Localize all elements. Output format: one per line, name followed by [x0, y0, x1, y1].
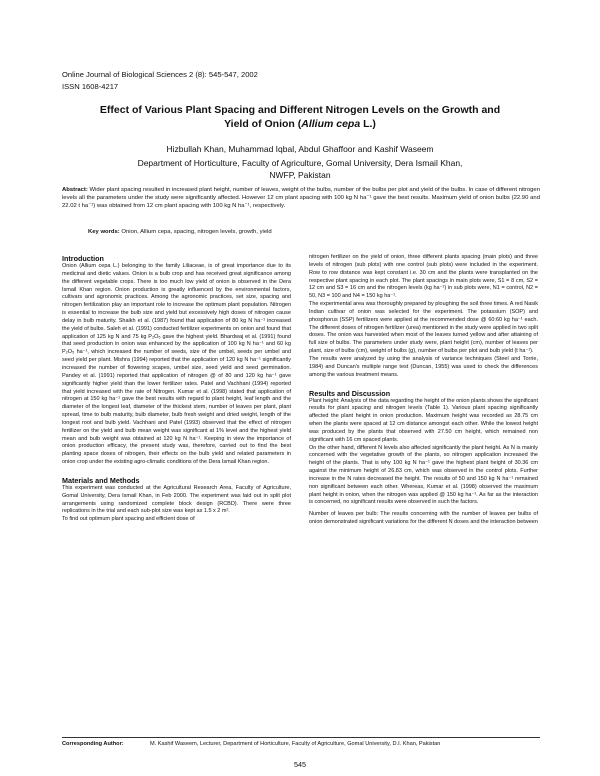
keywords-label: Key words:: [88, 229, 120, 235]
methods-paragraph-1: This experiment was conducted at the Agricultural Research Area, Faculty of Agriculture, Gomal University, Dera Ismail Khan, in Feb 2000. The experiment was laid out in split plot arrangements using randomized complete block design (RCBD). There were three replications in the trial and each sub-plot size was kept as 1.5 x 2 m².: [62, 484, 291, 515]
title-prefix: Yield of Onion (: [224, 118, 302, 130]
page-number: 545: [294, 760, 306, 769]
results-heading: Results and Discussion: [309, 388, 391, 398]
introduction-paragraph: Onion (Allium cepa L.) belonging to the family Liliaceae, is of great importance due to its medicinal and dietic values. Onion is a bulb crop and has received great significance among the different vegetable crops. There is too much low yield of onion is observed in the Dera Ismail Khan region. Onion production is greatly influenced by the environmental factors, cultivars and agronomic practices. Among the agronomic practices, set size, spacing and nitrogen fertilization play an important role to increase the optimum plant population. Nitrogen is essential to increase the bulb size and yield but excessively high doses of nitrogen cause delay in bulb maturity. Shaikh et al. (1987) found that application of 80 kg N ha⁻¹ increased the yield of bulbs. Saleh et al. (1991) conducted fertilizer experiments on onion and found that application of 125 kg N and 75 kg P₂O₅ gave the highest yield. Bhardwaj et al. (1991) found that seed production in onion was enhanced by the application of 100 kg N ha⁻¹ and 60 kg P₂O₅ ha⁻¹, which increased the number of seeds, size of the umbel, seeds per umbel and seed yield per plant. Mishra (1994) reported that the application of 120 kg N ha⁻¹ significantly increased the number of flowering scapes, umbel size, seed yield and seed germination. Pandey et al. (1991) reported that application of nitrogen @ of 80 and 120 kg ha⁻¹ gave significantly higher yield than the lower fertilizer rates. Patel and Vachhani (1994) reported that yield increased with the rate of Nitrogen. Kumar et al. (1998) stated that application of nitrogen at 150 kg ha⁻¹ gave the best results with regard to plant height, leaf length and the diameter of the longest leaf, diameter of the thickest stem, number of leaves per plant, plant spread, time to bulb maturity, bulb diameter, bulb fresh weight and dried weight, length of the longest root and bulb yield. Vachhani and Patel (1993) observed that the effect of nitrogen fertilizer on the yield and bulb mean weight was significant at 1% level and the highest yield mean and bulb weight was obtained at 120 kg N ha⁻¹. Keeping in view the importance of onion production efficacy, the present study was, therefore, carried out to find the best planting space doses of nitrogen, their effects on the bulb yield and related parameters in onion crop under the existing agro-climatic conditions of the Dera Ismail Khan region.: [62, 263, 291, 466]
author-list: Hizbullah Khan, Muhammad Iqbal, Abdul Ghaffoor and Kashif Waseem: [166, 144, 434, 154]
methods-paragraph-4: The experimental area was thoroughly prepared by ploughing the soil three times. A red Nasik Indian cultivar of onion was selected for the experiment. The potassium (SOP) and phosphorus (SSP) fertilizers were applied at the recommended dose @ 60:60 kg ha⁻¹ each. The different doses of nitrogen fertilizer (urea) mentioned in the study were applied in two split doses. The onion was harvested when most of the leaves turned yellow and after attaining of full size of bulbs. The parameters under study were, plant height (cm), number of leaves per plant, size of bulbs (cm), weight of bulbs (g), number of bulbs per plot and bulb yield (t ha⁻¹).: [309, 301, 538, 355]
footnote-text: M. Kashif Waseem, Lecturer, Department of Horticulture, Faculty of Agriculture, Gomal University, D.I. Khan, Pakistan: [150, 741, 441, 747]
affiliation-line-1: Department of Horticulture, Faculty of Agriculture, Gomal University, Dera Ismail Khan,: [137, 158, 463, 168]
title-line-2: [60, 117, 540, 131]
methods-paragraph-3: nitrogen fertilizer on the yield of onion, three different plants spacing (main plots) and three levels of nitrogen (sub plots) with one control (sub plots) were included in the experiment. Row to row distance was kept constant i.e. 30 cm and the plants were transplanted on the respective plant spacing in each plot. The plant spacings in main plots were, S1 = 8 cm, S2 = 12 cm and S3 = 16 cm and the nitrogen levels (kg ha⁻¹) in sub plots were, N1 = control, N2 = 50, N3 = 100 and N4 = 150 kg ha⁻¹.: [309, 254, 538, 300]
results-paragraph-2: On the other hand, different N levels also affected significantly the plant height. As N is mainly concerned with the vegetative growth of the plants, so nitrogen application increased the height of the plants. That is why 100 kg N ha⁻¹ gave the highest plant height of 30.36 cm against the minimum height of 26.83 cm, which was observed in the control plots. Further increase in the N rates decreased the height. The results of 50 and 150 kg N ha⁻¹ remained non significant between each other. Whereas, Kumar et al. (1998) observed the maximum plant height in onion, when the nitrogen was applied @ 150 kg ha⁻¹. As far as the interaction is concerned, no significant results were observed in such the factors.: [309, 444, 538, 506]
species-name: Allium cepa: [301, 118, 361, 130]
paper-title: [60, 103, 540, 131]
corresponding-author-footnote: [62, 740, 540, 748]
keywords: [88, 228, 528, 236]
abstract: [62, 186, 540, 211]
journal-citation: Online Journal of Biological Sciences 2 (8): 545-547, 2002: [62, 70, 258, 79]
abstract-label: Abstract:: [62, 187, 88, 193]
right-column: [309, 254, 538, 527]
methods-heading: Materials and Methods: [62, 475, 140, 485]
left-column: [62, 254, 291, 524]
footnote-label: Corresponding Author:: [62, 741, 124, 747]
results-paragraph-1: Plant height: Analysis of the data regarding the height of the onion plants shows the significant results for plant spacing and nitrogen levels (Table 1). Various plant spacing significantly affected the plant height in onion production. Maximum height was recorded as 28.75 cm when the plants were spaced at 12 cm distance amongst each other. While the lowest height was produced by the plants that observed with 27.50 cm height, which remained non significant with 16 cm spaced plants.: [309, 397, 539, 443]
methods-paragraph-2: To find out optimum plant spacing and efficient dose of: [62, 516, 195, 523]
title-line-1: Effect of Various Plant Spacing and Different Nitrogen Levels on the Growth and: [99, 104, 501, 116]
issn: ISSN 1608-4217: [62, 82, 119, 91]
introduction-heading: Introduction: [62, 254, 104, 263]
methods-paragraph-5: The results were analyzed by using the analysis of variance techniques (Steel and Torrie, 1984) and Duncan's multiple range test (Duncan, 1955) was used to check the differences among the various treatment means.: [309, 355, 538, 378]
title-suffix: L.): [360, 118, 376, 130]
footnote-divider: [62, 737, 540, 738]
affiliation-line-2: NWFP, Pakistan: [269, 170, 331, 180]
keywords-text: Onion, Allium cepa, spacing, nitrogen levels, growth, yield: [119, 229, 272, 235]
results-paragraph-3: Number of leaves per bulb: The results concerning with the number of leaves per bulbs of onion demonstrated significant variations for the different N doses and the interaction between: [309, 511, 538, 526]
abstract-text: Wider plant spacing resulted in increased plant height, number of leaves, weight of the bulbs, number of the bulbs per plot and yield of the bulbs. In case of different nitrogen levels all the parameters under the study were significantly affected. However 12 cm plant spacing with 100 kg N ha⁻¹ gave the best results. Maximum yield of onion bulbs (22.90 and 22.02 t ha⁻¹) was obtained from 12 cm plant spacing with 100 kg N ha⁻¹, respectively.: [62, 187, 540, 210]
affiliation: [60, 157, 540, 181]
